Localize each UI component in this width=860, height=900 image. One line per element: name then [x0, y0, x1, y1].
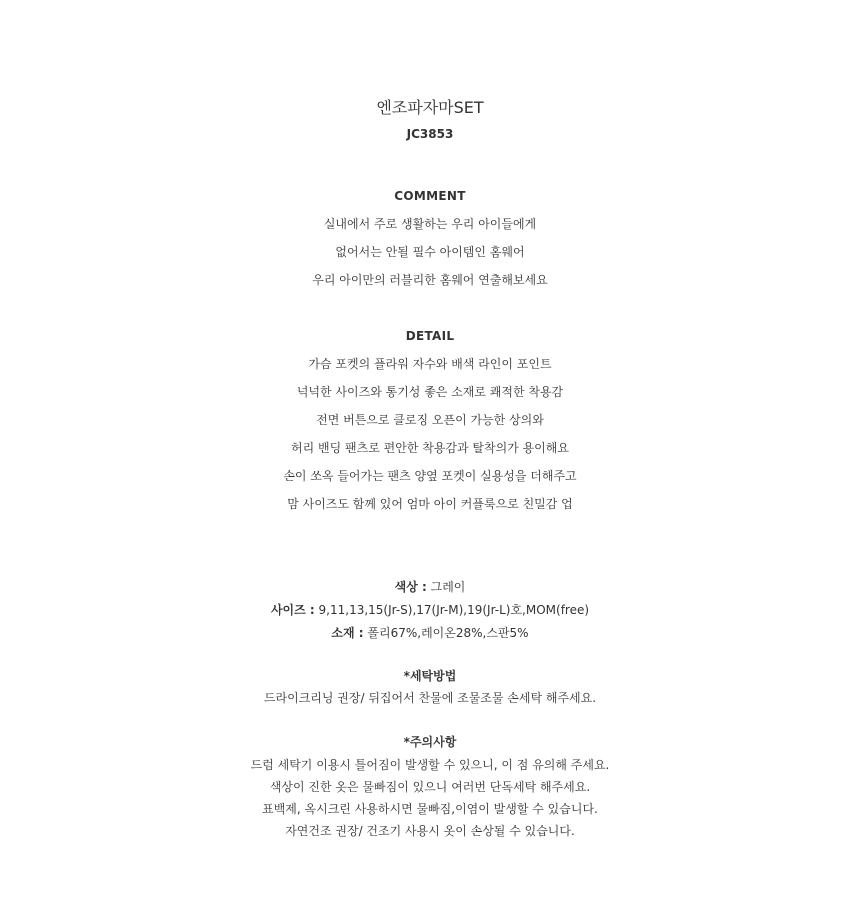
caution-line: 색상이 진한 옷은 물빠짐이 있으니 여러번 단독세탁 해주세요.: [269, 780, 591, 794]
product-code: JC3853: [406, 127, 454, 141]
detail-line: 가슴 포켓의 플라워 자수와 배색 라인이 포인트: [308, 357, 552, 371]
spec-color: [0, 580, 860, 594]
spec-size-label: 사이즈 :: [270, 603, 315, 617]
caution-heading: *주의사항: [403, 735, 457, 749]
spec-material: [0, 626, 860, 640]
comment-line: 실내에서 주로 생활하는 우리 아이들에게: [323, 217, 537, 231]
detail-line: 손이 쏘옥 들어가는 팬츠 양옆 포켓이 실용성을 더해주고: [283, 469, 577, 483]
spec-material-label: 소재 :: [331, 626, 364, 640]
detail-line: 맘 사이즈도 함께 있어 엄마 아이 커플룩으로 친밀감 업: [287, 497, 573, 511]
detail-line: 허리 밴딩 팬츠로 편안한 착용감과 탈착의가 용이해요: [291, 441, 569, 455]
comment-heading: COMMENT: [394, 189, 466, 203]
washing-heading: *세탁방법: [403, 669, 457, 683]
caution-line: 드럼 세탁기 이용시 틀어짐이 발생할 수 있으니, 이 점 유의해 주세요.: [250, 758, 610, 772]
detail-line: 전면 버튼으로 클로징 오픈이 가능한 상의와: [316, 413, 544, 427]
spec-size: [0, 603, 860, 617]
spec-color-value: 그레이: [430, 580, 466, 594]
comment-line: 없어서는 안될 필수 아이템인 홈웨어: [335, 245, 525, 259]
spec-size-value: 9,11,13,15(Jr-S),17(Jr-M),19(Jr-L)호,MOM(free): [318, 603, 590, 617]
comment-line: 우리 아이만의 러블리한 홈웨어 연출해보세요: [312, 273, 548, 287]
detail-line: 넉넉한 사이즈와 통기성 좋은 소재로 쾌적한 착용감: [296, 385, 564, 399]
caution-line: 자연건조 권장/ 건조기 사용시 옷이 손상될 수 있습니다.: [285, 824, 575, 838]
spec-material-value: 폴리67%,레이온28%,스판5%: [367, 626, 529, 640]
caution-line: 표백제, 옥시크린 사용하시면 물빠짐,이염이 발생할 수 있습니다.: [262, 802, 598, 816]
washing-text: 드라이크리닝 권장/ 뒤집어서 찬물에 조물조물 손세탁 해주세요.: [263, 691, 597, 705]
spec-color-label: 색상 :: [394, 580, 427, 594]
product-name: 엔조파자마SET: [376, 98, 484, 117]
detail-heading: DETAIL: [405, 329, 455, 343]
